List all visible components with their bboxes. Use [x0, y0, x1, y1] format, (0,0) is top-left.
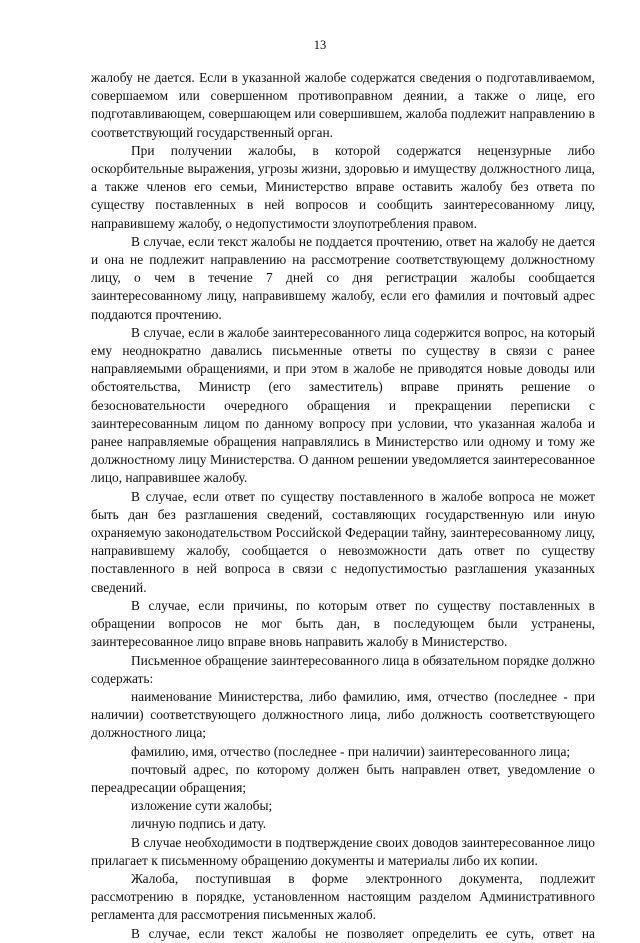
paragraph-5: В случае, если ответ по существу поставленного в жалобе вопроса не может быть дан без разглашения сведений, составляющих государственную или иную охраняемую законодательством Российской Федерации тайну, заинтересованному лицу, направившему жалобу, сообщается о невозможности дать ответ по существу поставленного в ней вопроса в связи с недопустимостью разглашения указанных сведений.	[91, 488, 595, 595]
paragraph-4: В случае, если в жалобе заинтересованного лица содержится вопрос, на который ему неоднократно давались письменные ответы по существу в связи с ранее направляемыми обращениями, и при этом в жалобе не приводятся новые доводы или обстоятельства, Министр (его заместитель) вправе принять решение о безосновательности очередного обращения и прекращении переписки с заинтересованным лицом по данному вопросу при условии, что указанная жалоба и ранее направляемые обращения направлялись в Министерство или одному и тому же должностному лицу Министерства. О данном решении уведомляется заинтересованное лицо, направившее жалобу.	[91, 324, 595, 486]
paragraph-8: В случае необходимости в подтверждение своих доводов заинтересованное лицо прилагает к письменному обращению документы и материалы либо их копии.	[91, 834, 595, 868]
list-item-3: почтовый адрес, по которому должен быть направлен ответ, уведомление о переадресации обращения;	[91, 761, 595, 795]
paragraph-2: При получении жалобы, в которой содержатся нецензурные либо оскорбительные выражения, угрозы жизни, здоровью и имуществу должностного лица, а также членов его семьи, Министерство вправе оставить жалобу без ответа по существу поставленных в ней вопросов и сообщить заинтересованному лицу, направившему жалобу, о недопустимости злоупотребления правом.	[91, 142, 595, 231]
list-item-5: личную подпись и дату.	[131, 816, 267, 832]
paragraph-7: Письменное обращение заинтересованного лица в обязательном порядке должно содержать:	[91, 652, 595, 686]
paragraph-1: жалобу не дается. Если в указанной жалобе содержатся сведения о подготавливаемом, совершаемом или совершенном противоправном деянии, а также о лице, его подготавливающем, совершающем или совершившем, жалоба подлежит направлению в соответствующий государственный орган.	[91, 70, 595, 140]
paragraph-3: В случае, если текст жалобы не поддается прочтению, ответ на жалобу не дается и она не подлежит направлению на рассмотрение соответствующему должностному лицу, о чем в течение 7 дней со дня регистрации жалобы сообщается заинтересованному лицу, направившему жалобу, если его фамилия и почтовый адрес поддаются прочтению.	[91, 233, 595, 322]
list-item-4: изложение сути жалобы;	[131, 798, 273, 814]
document-body	[91, 69, 595, 943]
list-item-2: фамилию, имя, отчество (последнее - при наличии) заинтересованного лица;	[131, 743, 571, 759]
paragraph-10: В случае, если текст жалобы не позволяет определить ее суть, ответ на	[131, 925, 595, 941]
list-item-1: наименование Министерства, либо фамилию, имя, отчество (последнее - при наличии) соответствующего должностного лица, либо должность соответствующего должностного лица;	[91, 688, 595, 741]
page-number: 13	[313, 38, 327, 52]
paragraph-9: Жалоба, поступившая в форме электронного документа, подлежит рассмотрению в порядке, установленном настоящим разделом Административного регламента для рассмотрения письменных жалоб.	[91, 870, 595, 923]
paragraph-6: В случае, если причины, по которым ответ по существу поставленных в обращении вопросов не мог быть дан, в последующем были устранены, заинтересованное лицо вправе вновь направить жалобу в Министерство.	[91, 597, 595, 650]
